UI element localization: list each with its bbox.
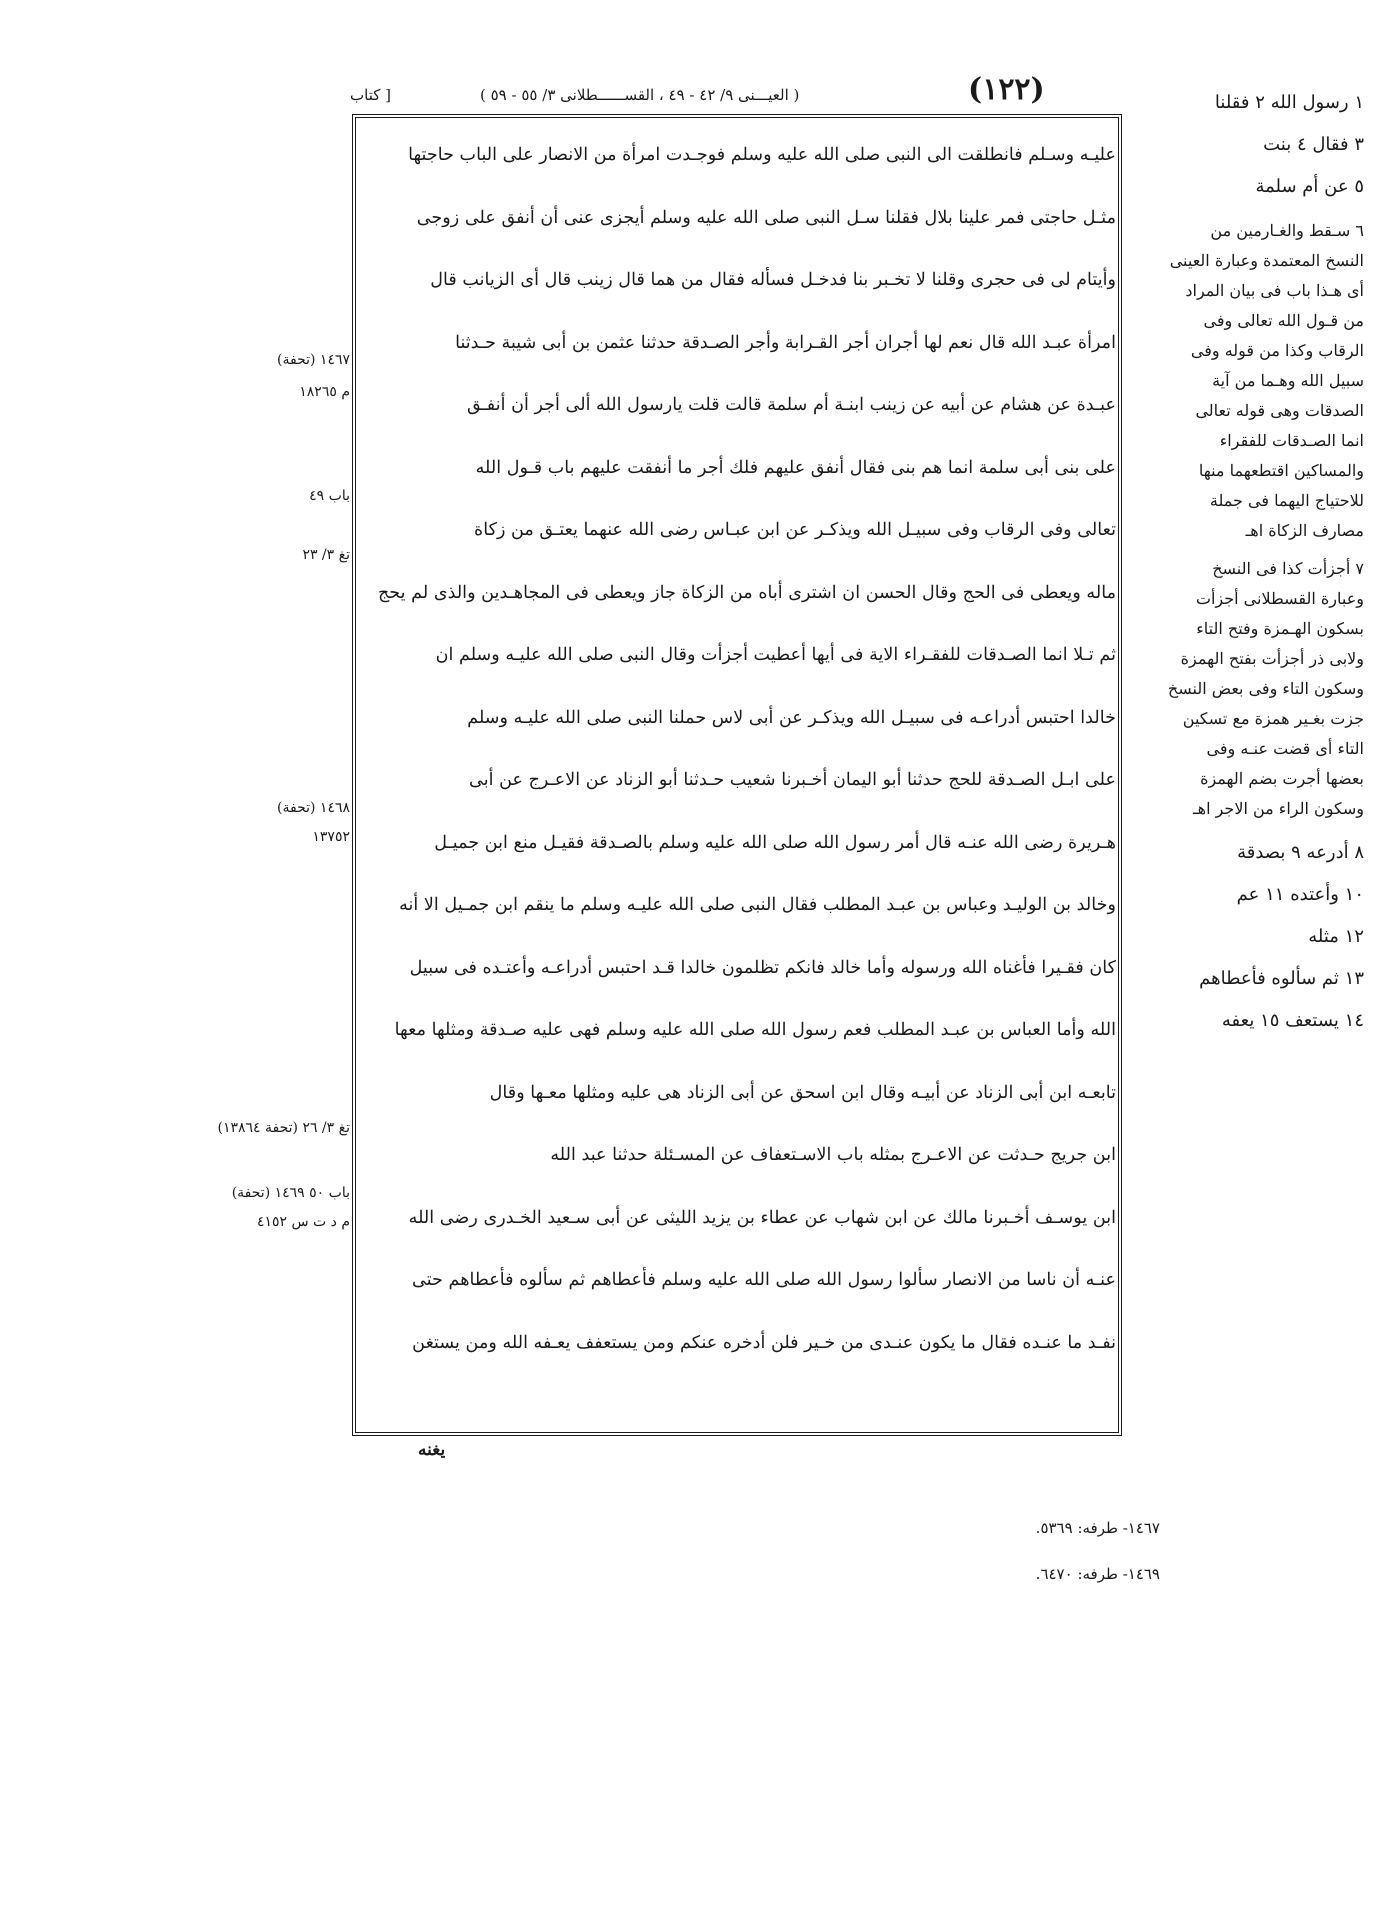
text-line: تعالى وفى الرقاب وفى سبيـل الله ويذكـر عن ابن عبـاس رضى الله عنهما يعتـق من زكاة	[473, 520, 1116, 540]
text-line: نفـد ما عنـده فقال ما يكون عنـدى من خـير فلن أدخره عنكم ومن يستعفف يعـفه الله ومن يستغن	[412, 1332, 1116, 1353]
text-line: عبـدة عن هشام عن أبيه عن زينب ابنـة أم سلمة قالت قلت يارسول الله ألى أجر أن أنفـق	[466, 395, 1116, 415]
text-line: وأيتام لى فى حجرى وقلنا لا تخـبر بنا فدخـل فسأله فقال من هما قال زينب قال أى الزيانب قال	[430, 270, 1116, 290]
margin-note: وسكون التاء وفى بعض النسخ	[1167, 679, 1364, 698]
footnote: ١٤٦٩- طرفه: ٦٤٧٠.	[1035, 1565, 1160, 1583]
concordance-ref: ١٤٦٧ (تحفة)	[277, 352, 350, 368]
concordance-ref: تغ ٣/ ٢٦ (تحفة ١٣٨٦٤)	[217, 1120, 350, 1136]
margin-note: بسكون الهـمزة وفتح التاء	[1196, 619, 1364, 638]
spacer	[1128, 824, 1370, 832]
concordance-ref: م ١٨٢٦٥	[299, 384, 350, 400]
concordance-ref: باب ٤٩	[309, 488, 350, 504]
margin-note: ٣ فقال ٤ بنت	[1263, 134, 1364, 155]
text-line: ابن جريج حـدثت عن الاعـرج بمثله باب الاسـتعفاف عن المسـئلة حدثنا عبد الله	[550, 1145, 1116, 1165]
spacer	[1128, 546, 1370, 554]
margin-note: ١٠ وأعتده ١١ عم	[1236, 884, 1364, 905]
concordance-ref: باب ٥٠ ١٤٦٩ (تحفة)	[231, 1185, 350, 1201]
text-line: عليـه وسـلم فانطلقت الى النبى صلى الله عليه وسلم فوجـدت امرأة من الانصار على الباب حاجتها	[408, 145, 1116, 165]
margin-note: وسكون الراء من الاجر اهـ	[1192, 799, 1364, 818]
text-line: ماله ويعطى فى الحج وقال الحسن ان اشترى أباه من الزكاة جاز ويعطى فى المجاهـدين والذى لم يحج	[377, 582, 1116, 603]
concordance-column	[110, 0, 350, 1440]
margin-note: بعضها أجرت بضم الهمزة	[1200, 769, 1364, 788]
text-line: امرأة عبـد الله قال نعم لها أجران أجر القـرابة وأجر الصـدقة حدثنا عثمن بن أبى شيبة حـدثنا	[455, 332, 1116, 353]
margin-note: جزت بغـير همزة مع تسكين	[1182, 709, 1364, 728]
text-line: تابعـه ابن أبى الزناد عن أبيـه وقال ابن اسحق عن أبى الزناد هى عليه ومثلها معـها وقال	[489, 1082, 1116, 1103]
page-number: (١٢٢)	[968, 72, 1045, 107]
margin-note: للاحتياج اليهما فى جملة	[1209, 491, 1364, 510]
text-line: وخالد بن الوليـد وعباس بن عبـد المطلب فقال النبى صلى الله عليـه وسلم ما ينقم ابن جمـيل الا أنه	[399, 895, 1116, 915]
margin-note: ١٢ مثله	[1308, 926, 1364, 947]
margin-note: ٦ سـقط والغـارمين من	[1210, 221, 1364, 240]
main-text	[362, 124, 1116, 1374]
spacer	[1128, 208, 1370, 216]
margin-note: انما الصـدقات للفقراء	[1219, 431, 1364, 450]
concordance-ref: تغ ٣/ ٢٣	[302, 547, 350, 563]
concordance-ref: م د ت س ٤١٥٢	[256, 1214, 350, 1230]
margin-note: من قـول الله تعالى وفى	[1203, 311, 1364, 330]
text-line: هـريرة رضى الله عنـه قال أمر رسول الله صلى الله عليه وسلم بالصـدقة فقيـل منع ابن جميـل	[434, 832, 1116, 853]
margin-note: ١ رسول الله ٢ فقلنا	[1214, 92, 1364, 113]
concordance-ref: ١٤٦٨ (تحفة)	[277, 800, 350, 816]
text-line: ابن يوسـف أخـبرنا مالك عن ابن شهاب عن عطاء بن يزيد الليثى عن أبى سـعيد الخـدرى رضى الله	[408, 1207, 1116, 1228]
margin-note: ٧ أجزأت كذا فى النسخ	[1212, 559, 1364, 578]
margin-note: الصدقات وهى قوله تعالى	[1195, 401, 1364, 420]
text-line: الله وأما العباس بن عبـد المطلب فعم رسول الله صلى الله عليه وسلم فهى عليه صـدقة ومثلها معها	[394, 1020, 1116, 1040]
margin-notes	[1128, 82, 1370, 1042]
margin-note: وعبارة القسطلانى أجزأت	[1195, 589, 1364, 608]
margin-note: ٥ عن أم سلمة	[1255, 176, 1364, 197]
catchword: يغنه	[418, 1440, 446, 1460]
footnote: ١٤٦٧- طرفه: ٥٣٦٩.	[1035, 1519, 1160, 1537]
margin-note: مصارف الزكاة اهـ	[1245, 521, 1364, 540]
margin-note: ٨ أدرعه ٩ بصدقة	[1237, 842, 1364, 863]
margin-note: سبيل الله وهـما من آية	[1212, 371, 1364, 390]
text-line: على ابـل الصـدقة للحج حدثنا أبو اليمان أخـبرنا شعيب حـدثنا أبو الزناد عن الاعـرج عن أبى	[469, 770, 1116, 790]
margin-note: ١٤ يستعف ١٥ يعفه	[1221, 1010, 1364, 1031]
margin-note: والمساكين اقتطعهما منها	[1198, 461, 1364, 480]
margin-note: أى هـذا باب فى بيان المراد	[1185, 281, 1364, 300]
margin-note: النسخ المعتمدة وعبارة العينى	[1169, 251, 1364, 270]
text-line: ثم تـلا انما الصـدقات للفقـراء الاية فى أيها أعطيت أجزأت وقال النبى صلى الله عليـه وسلم ان	[435, 645, 1116, 665]
margin-note: ولابى ذر أجزأت بفتح الهمزة	[1180, 649, 1364, 668]
concordance-ref: ١٣٧٥٢	[312, 829, 350, 845]
text-line: على بنى أبى سلمة انما هم بنى فقال أنفق عليهم فلك أجر ما أنفقت عليهم باب قـول الله	[475, 457, 1116, 478]
text-line: كان فقـيرا فأغناه الله ورسوله وأما خالد فانكم تظلمون خالدا قـد احتبس أدراعـه وأعتـده فى سبيل	[409, 957, 1116, 978]
footnotes	[900, 1505, 1160, 1597]
text-line: خالدا احتبس أدراعـه فى سبيـل الله ويذكـر عن أبى لاس حملنا النبى صلى الله عليـه وسلم	[467, 707, 1116, 728]
header-sources: ( العيـــنى ٩/ ٤٢ - ٤٩ ، القســــــطلانى ٣/ ٥٥ - ٥٩ )	[480, 86, 800, 104]
text-line: مثـل حاجتى فمر علينا بلال فقلنا سـل النبى صلى الله عليه وسلم أيجزى عنى أن أنفق على زوجى	[416, 207, 1116, 228]
margin-note: الرقاب وكذا من قوله وفى	[1190, 341, 1364, 360]
margin-note: التاء أى قضت عنـه وفى	[1206, 739, 1364, 758]
text-line: عنـه أن ناسا من الانصار سألوا رسول الله صلى الله عليه وسلم فأعطاهم ثم سألوه فأعطاهم حتى	[412, 1270, 1116, 1290]
margin-note: ١٣ ثم سألوه فأعطاهم	[1199, 968, 1364, 989]
header-book-label: [ كتاب	[350, 86, 391, 104]
